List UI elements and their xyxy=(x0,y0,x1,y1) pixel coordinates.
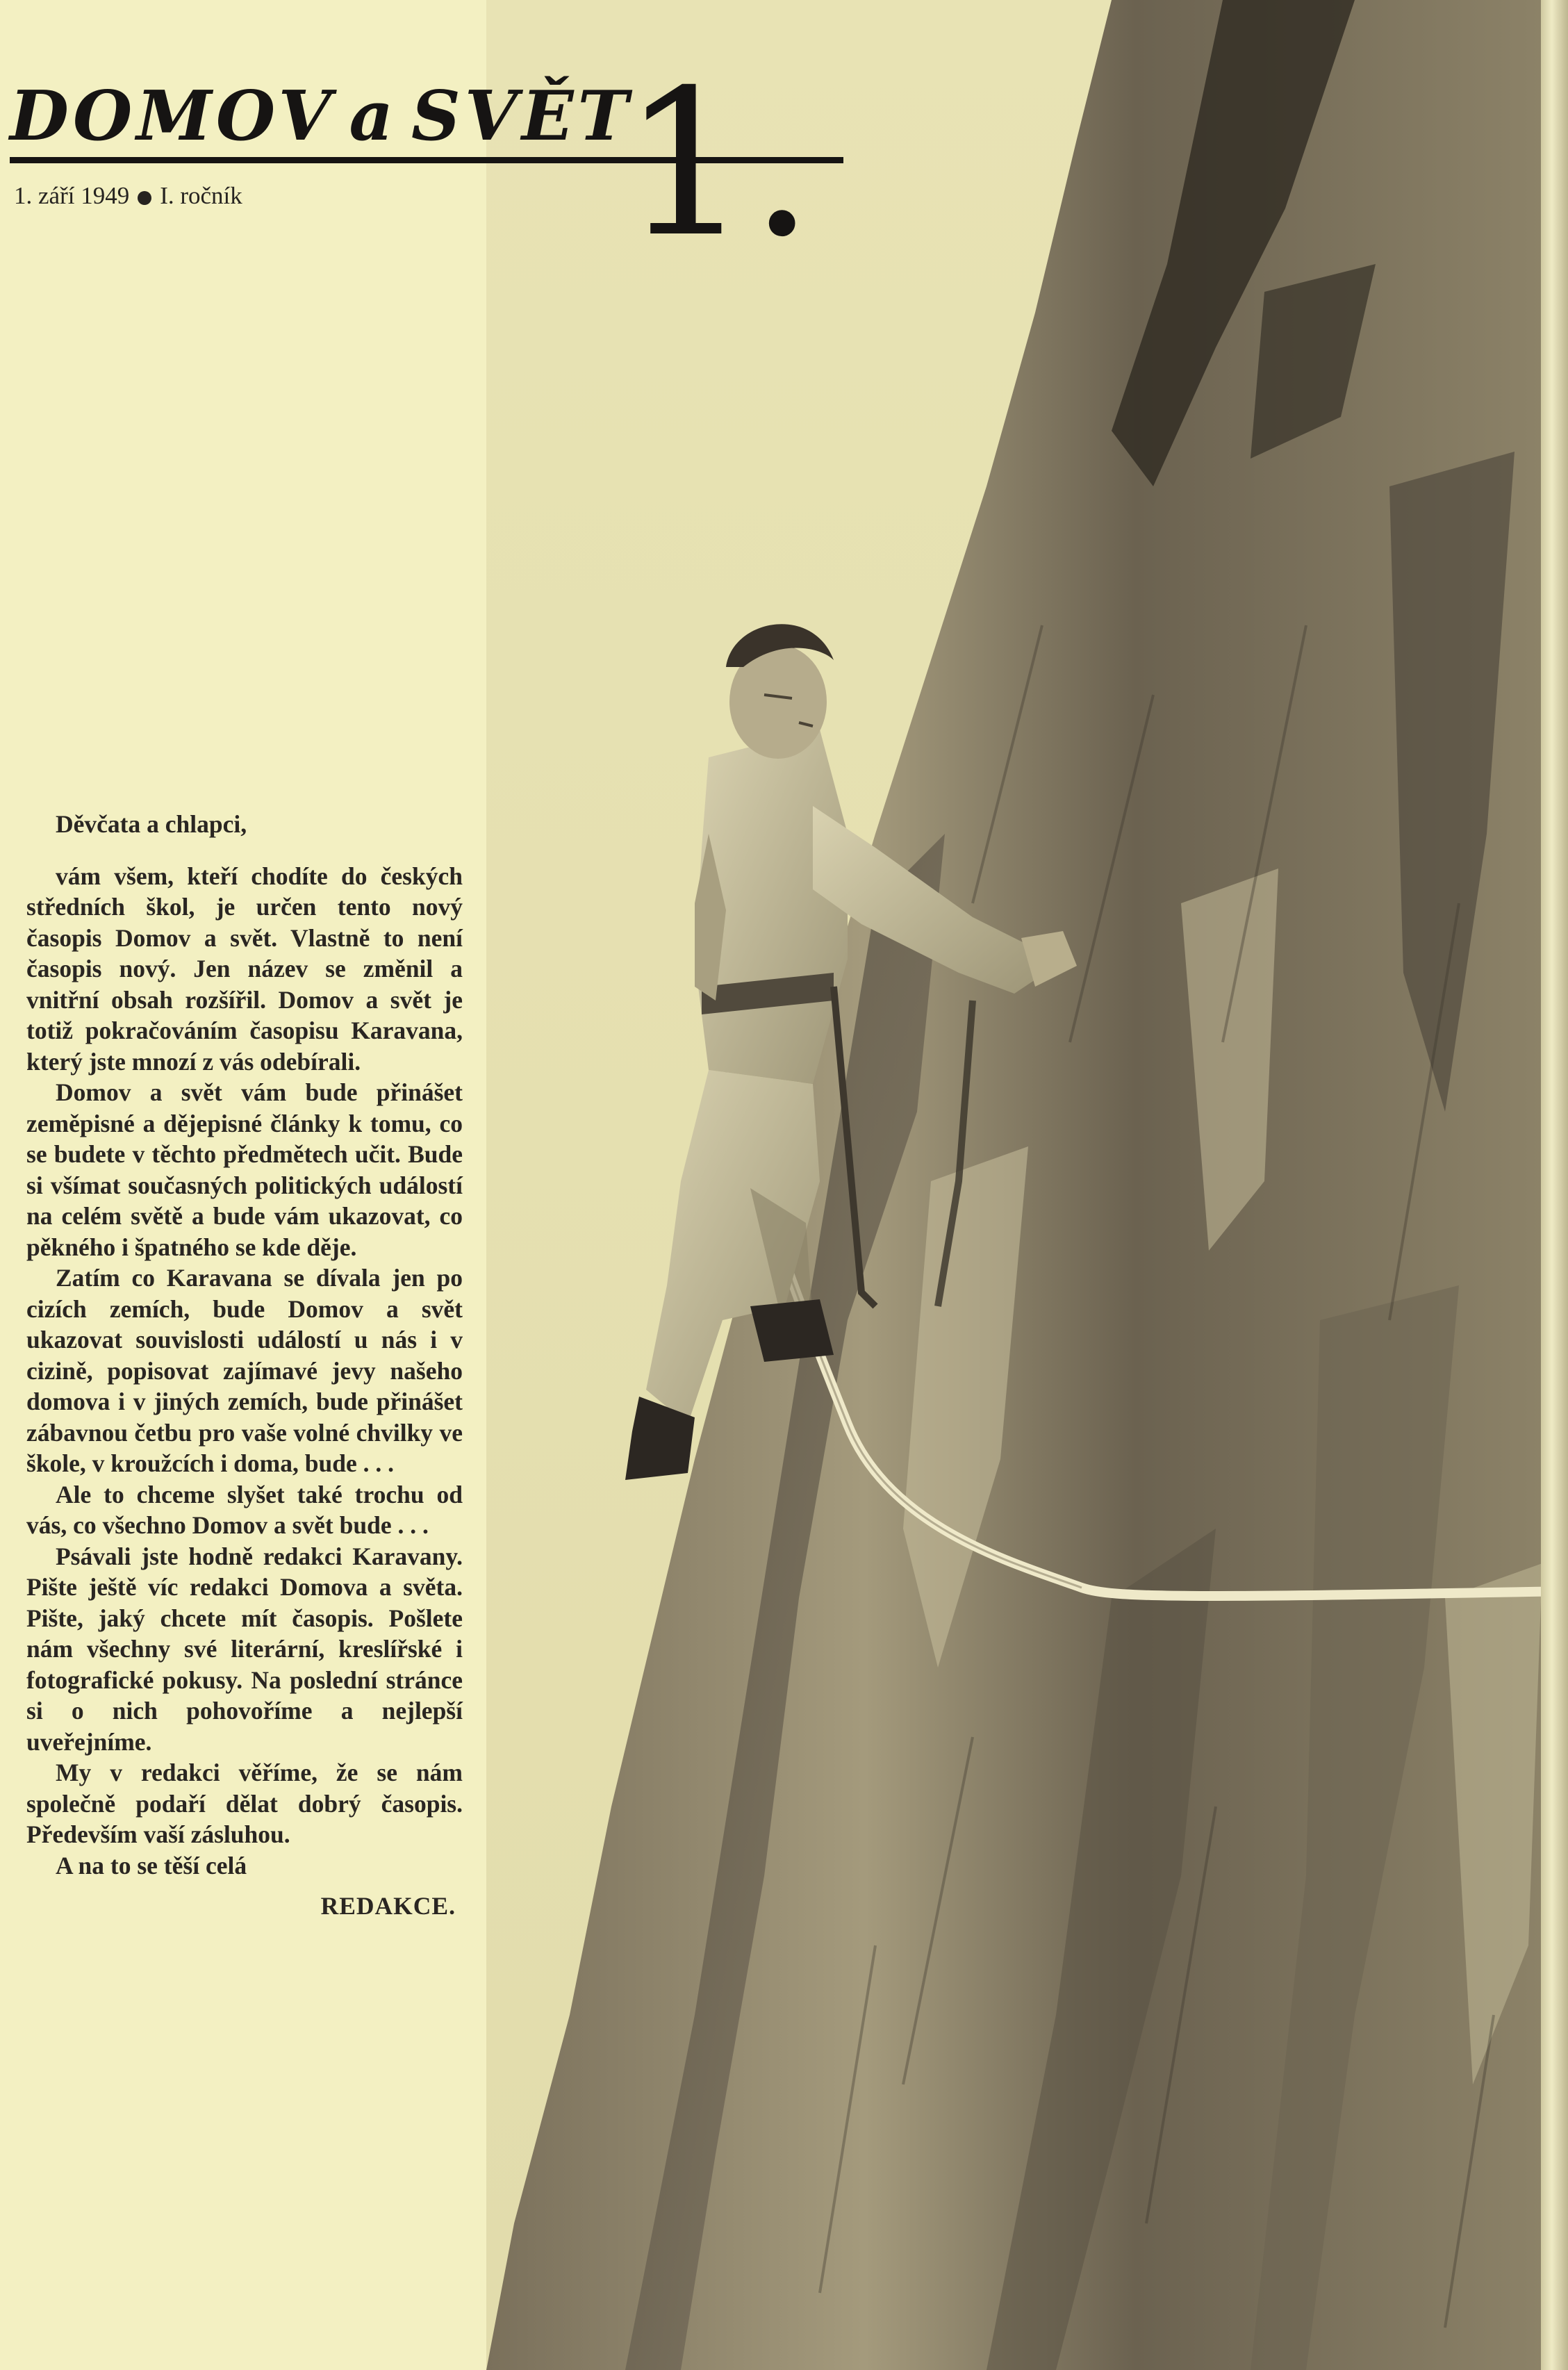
article-signature: REDAKCE. xyxy=(320,1892,456,1920)
issue-date: 1. září 1949 xyxy=(14,182,130,209)
masthead-title-a: a xyxy=(349,76,398,156)
rock-climber-photo-icon xyxy=(486,0,1568,2370)
article-paragraph: vám všem, kteří chodíte do českých středních škol, je určen tento nový časopis Domov a svět. Vlastně to není časopis nový. Jen název se změnil a vnitřní obsah rozšířil. Domov a svět je totiž pokračováním časopisu Karavana, který jste mnozí z vás odebírali. xyxy=(26,862,463,1076)
article-greeting: Děvčata a chlapci, xyxy=(56,810,247,838)
article-paragraph: Ale to chceme slyšet také trochu od vás, co všechno Domov a svět bude . . . xyxy=(26,1480,463,1539)
bullet-icon xyxy=(138,191,151,205)
masthead-title-domov: DOMOV xyxy=(10,76,336,156)
climber-photo xyxy=(486,0,1568,2370)
article-paragraph: My v redakci věříme, že se nám společně podaří dělat dobrý časopis. Především vaší zásluhou. xyxy=(26,1759,463,1848)
issue-volume: I. ročník xyxy=(160,182,242,209)
article-paragraph: Zatím co Karavana se dívala jen po cizích zemích, bude Domov a svět ukazovat souvislosti událostí u nás i v cizině, popisovat zajímavé jevy našeho domova i v jiných zemích, bude přinášet zábavnou četbu pro vaše volné chvilky ve škole, v kroužcích i doma, bude . . . xyxy=(26,1264,463,1477)
issue-number: 1. xyxy=(622,47,814,281)
article-paragraph: Domov a svět vám bude přinášet zeměpisné a dějepisné články k tomu, co se budete v těchto předmětech učit. Bude si všímat současných politických událostí na celém světě a bude vám ukazovat, co pěkného i špatného se kde děje. xyxy=(26,1078,463,1261)
article-paragraph: Psávali jste hodně redakci Karavany. Pište ještě víc redakci Domova a světa. Pište, jaký chcete mít časopis. Pošlete nám všechny své literární, kreslířské i fotografické pokusy. Na poslední stránce si o nich pohovoříme a nejlepší uveřejníme. xyxy=(26,1542,463,1756)
masthead-title xyxy=(10,76,632,156)
editorial-article xyxy=(26,809,463,1922)
masthead-title-svet: SVĚT xyxy=(411,76,633,156)
issue-info xyxy=(14,182,242,210)
page-edge xyxy=(1541,0,1568,2370)
article-closing: A na to se těší celá xyxy=(56,1851,247,1879)
